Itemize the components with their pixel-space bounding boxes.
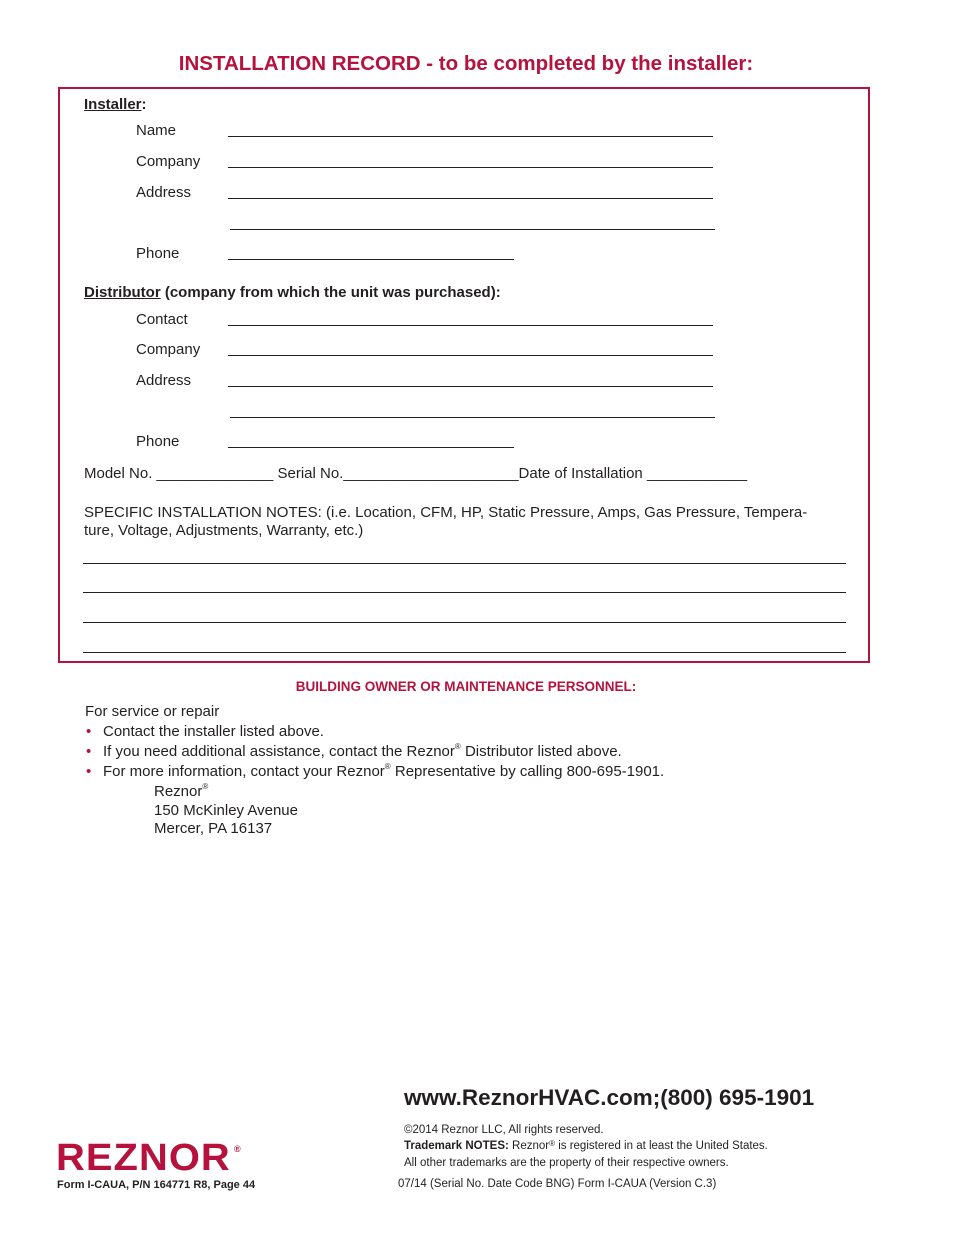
bullet-icon: • xyxy=(86,763,92,780)
installer-company-field[interactable] xyxy=(228,167,713,168)
distributor-company-label: Company xyxy=(136,341,201,358)
distributor-contact-field[interactable] xyxy=(228,325,713,326)
address-company: Reznor® xyxy=(154,782,209,800)
notes-heading-line1: SPECIFIC INSTALLATION NOTES: (i.e. Location, CFM, HP, Static Pressure, Amps, Gas Pressure, Tempera- xyxy=(84,504,808,521)
installer-name-label: Name xyxy=(136,122,177,139)
notes-line-4[interactable] xyxy=(83,652,846,653)
distributor-heading: Distributor (company from which the unit was purchased): xyxy=(84,284,501,301)
notes-line-3[interactable] xyxy=(83,622,846,623)
owner-bullet-2: If you need additional assistance, contact the Reznor® Distributor listed above. xyxy=(103,742,622,760)
address-city: Mercer, PA 16137 xyxy=(154,820,273,837)
address-street: 150 McKinley Avenue xyxy=(154,802,298,819)
page-title: INSTALLATION RECORD - to be completed by the installer: xyxy=(178,52,754,75)
trademark-notes: Trademark NOTES: Reznor® is registered in at least the United States. xyxy=(404,1139,768,1152)
distributor-company-field[interactable] xyxy=(228,355,713,356)
notes-heading-line2: ture, Voltage, Adjustments, Warranty, etc.) xyxy=(84,522,364,539)
installer-company-label: Company xyxy=(136,153,201,170)
distributor-address-field[interactable] xyxy=(228,386,713,387)
installer-name-field[interactable] xyxy=(228,136,713,137)
owner-section-heading: BUILDING OWNER OR MAINTENANCE PERSONNEL: xyxy=(295,679,637,694)
distributor-address-field-2[interactable] xyxy=(230,417,715,418)
bullet-icon: • xyxy=(86,723,92,740)
installer-phone-field[interactable] xyxy=(228,259,514,260)
distributor-contact-label: Contact xyxy=(136,311,188,328)
bullet-icon: • xyxy=(86,743,92,760)
installer-phone-label: Phone xyxy=(136,245,180,262)
notes-line-1[interactable] xyxy=(83,563,846,564)
website-phone[interactable]: www.ReznorHVAC.com;(800) 695-1901 xyxy=(404,1085,815,1110)
date-code: 07/14 (Serial No. Date Code BNG) Form I-CAUA (Version C.3) xyxy=(398,1178,717,1190)
owner-bullet-3: For more information, contact your Reznor® Representative by calling 800-695-1901. xyxy=(103,762,665,780)
installer-address-field[interactable] xyxy=(228,198,713,199)
owner-intro: For service or repair xyxy=(85,703,220,720)
distributor-phone-label: Phone xyxy=(136,433,180,450)
trademark-line2: All other trademarks are the property of their respective owners. xyxy=(404,1157,729,1169)
reznor-logo: REZNOR xyxy=(56,1137,231,1179)
installer-heading: Installer: xyxy=(84,96,147,113)
form-number: Form I-CAUA, P/N 164771 R8, Page 44 xyxy=(57,1179,256,1191)
logo-registered-mark: ® xyxy=(234,1144,241,1154)
installer-address-label: Address xyxy=(136,184,192,201)
unit-info-line[interactable]: Model No. ______________ Serial No._____________________Date of Installation ____________ xyxy=(84,465,748,482)
owner-bullet-1: Contact the installer listed above. xyxy=(103,723,324,740)
distributor-address-label: Address xyxy=(136,372,192,389)
installer-address-field-2[interactable] xyxy=(230,229,715,230)
copyright: ©2014 Reznor LLC, All rights reserved. xyxy=(404,1124,604,1136)
distributor-phone-field[interactable] xyxy=(228,447,514,448)
notes-line-2[interactable] xyxy=(83,592,846,593)
